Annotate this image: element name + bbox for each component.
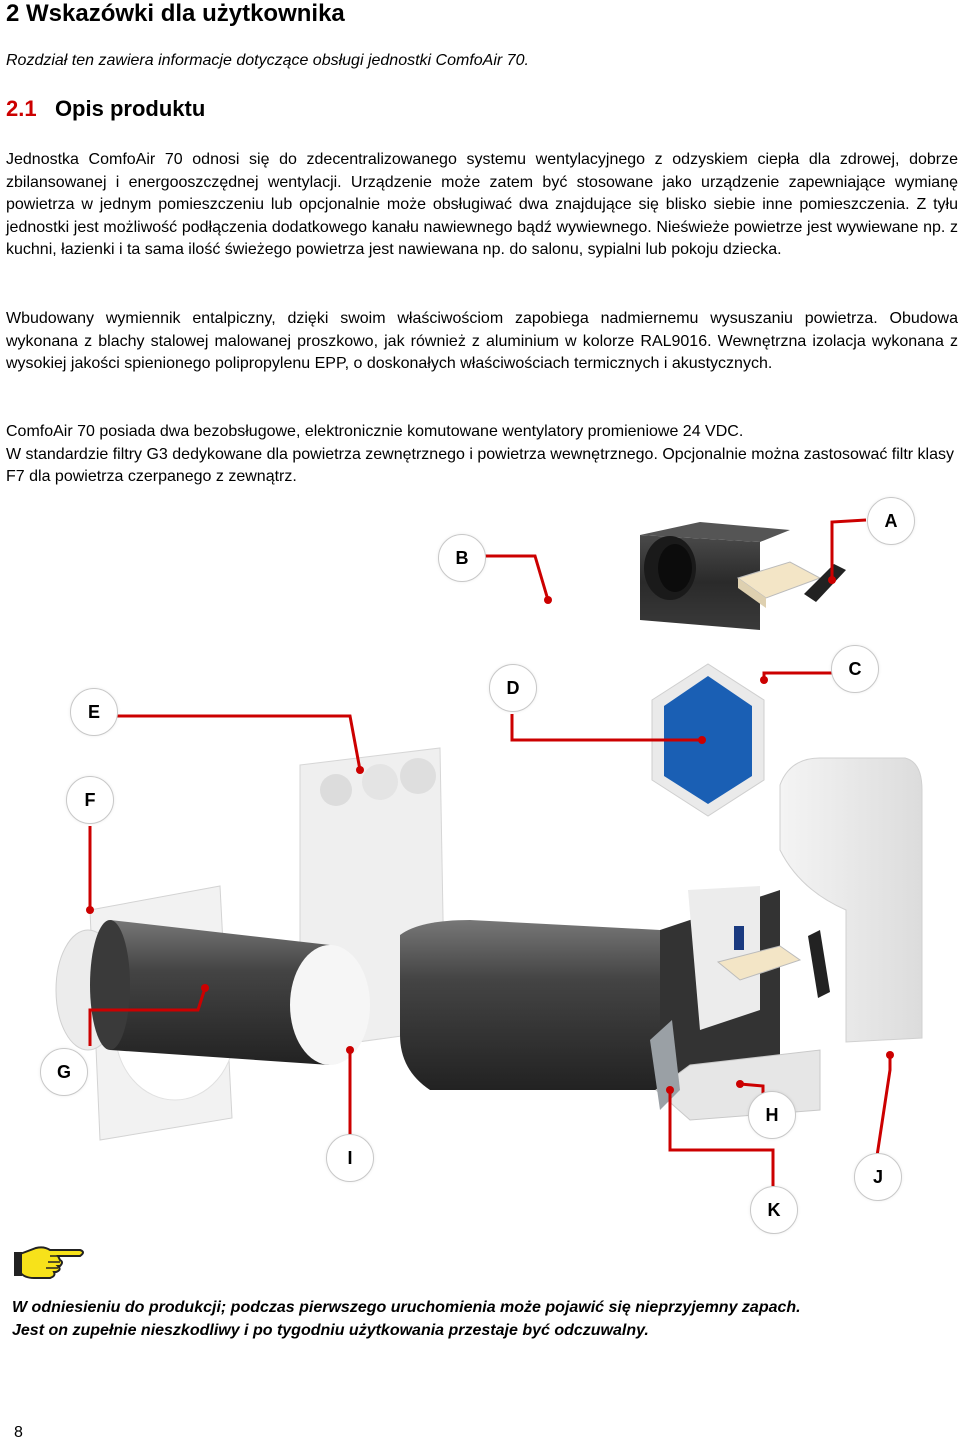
paragraph-description: Jednostka ComfoAir 70 odnosi się do zdecentralizowanego systemu wentylacyjnego z odzyskiem ciepła dla zdrowej, dobrze zbilansowanej i energooszczędnej wentylacji. Urządzenie może zatem być stosowane jako urządzenie zapewniające wymianę powietrza w jednym pomieszczeniu lub opcjonalnie może obsługiwać dwa znajdujące się blisko siebie inne pomieszczenia. Z tyłu jednostki jest możliwość podłączenia dodatkowego kanału nawiewnego bądź wywiewnego. Nieświeże powietrze jest wywiewane np. z kuchni, łazienki i ta sama ilość świeżego powietrza jest nawiewana np. do salonu, sypialni lub pokoju dziecka. <box>6 151 958 259</box>
callout-h: H <box>748 1091 796 1139</box>
callout-e: E <box>70 688 118 736</box>
exploded-view-diagram <box>0 490 960 1230</box>
front-cover <box>780 758 922 1042</box>
section-intro: Rozdział ten zawiera informacje dotyczące obsługi jednostki ComfoAir 70. <box>6 52 529 69</box>
callout-a: A <box>867 497 915 545</box>
subsection-title: Opis produktu <box>54 96 206 121</box>
leader-j <box>877 1055 890 1156</box>
production-note <box>12 1296 801 1342</box>
leader-e <box>94 716 360 770</box>
paragraph-fans-filters: ComfoAir 70 posiada dwa bezobsługowe, elektronicznie komutowane wentylatory promieniowe 24 VDC. W standardzie filtry G3 dedykowane dla powietrza zewnętrznego i powietrza wewnętrznego. Opcjonalnie można zastosować filtr klasy F7 dla powietrza czerpanego z zewnątrz. <box>6 423 955 486</box>
subsection-heading <box>6 96 205 122</box>
note-line-2: Jest on zupełnie nieszkodliwy i po tygodniu użytkowania przestaje być odczuwalny. <box>12 1322 649 1339</box>
callout-g: G <box>40 1048 88 1096</box>
callout-i: I <box>326 1134 374 1182</box>
callout-b: B <box>438 534 486 582</box>
leader-b <box>482 556 548 600</box>
paragraph-exchanger: Wbudowany wymiennik entalpiczny, dzięki swoim właściwościom zapobiega nadmiernemu wysuszaniu powietrza. Obudowa wykonana z blachy stalowej malowanej proszkowo, jak również z aluminium w kolorze RAL9016. Wewnętrzna izolacja wykonana z wysokiej jakości spienionego polipropylenu EPP, o doskonałych właściwościach termicznych i akustycznych. <box>6 310 958 373</box>
page-number: 8 <box>14 1424 23 1441</box>
note-line-1: W odniesieniu do produkcji; podczas pierwszego uruchomienia może pojawić się nieprzyjemny zapach. <box>12 1299 801 1316</box>
section-title: 2 Wskazówki dla użytkownika <box>6 0 345 27</box>
main-body <box>400 886 780 1090</box>
callout-j: J <box>854 1153 902 1201</box>
subsection-number: 2.1 <box>6 96 37 121</box>
callout-c: C <box>831 645 879 693</box>
leader-c <box>764 673 832 680</box>
callout-f: F <box>66 776 114 824</box>
callout-d: D <box>489 664 537 712</box>
pointing-hand-icon <box>14 1240 88 1284</box>
callout-k: K <box>750 1186 798 1234</box>
